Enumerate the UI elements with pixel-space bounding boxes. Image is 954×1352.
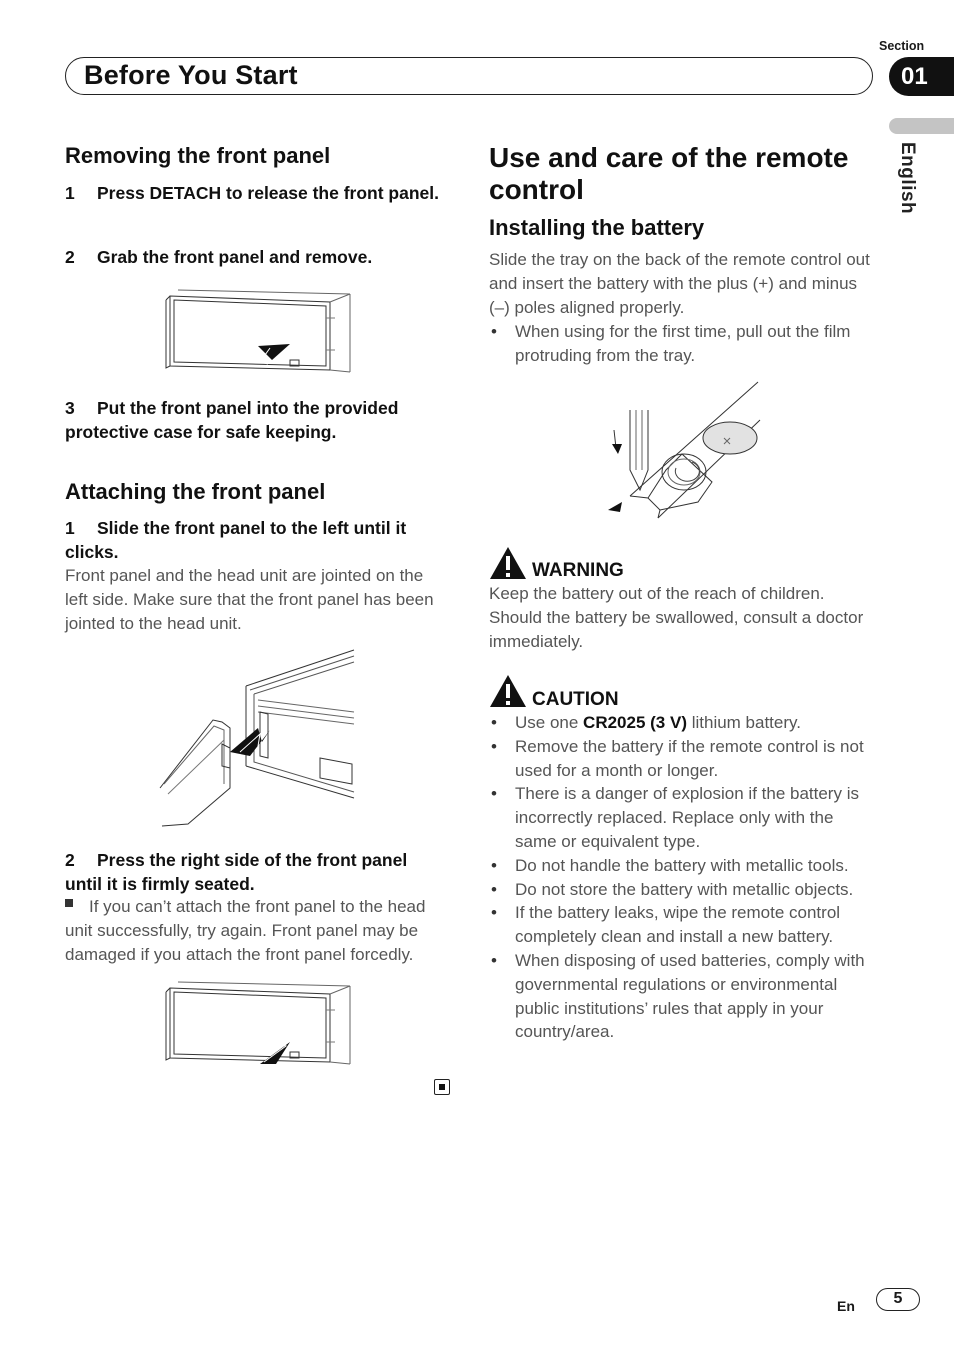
- warning-icon: [489, 546, 527, 580]
- note-text: If you can’t attach the front panel to the head unit successfully, try again. Front panel may be damaged if you attach the front panel forcedly.: [65, 897, 426, 964]
- removing-step-3: [65, 396, 445, 444]
- attaching-step-1-body: Front panel and the head unit are jointed on the left side. Make sure that the front panel has been jointed to the head unit.: [65, 566, 434, 633]
- front-panel-attach-illustration: [158, 648, 358, 828]
- step-text: Press DETACH to release the front panel.: [97, 183, 439, 203]
- removing-step-2: [65, 245, 445, 269]
- attaching-note: [65, 895, 445, 966]
- footer-language-code: En: [837, 1298, 855, 1314]
- front-panel-removal-illustration: [160, 288, 355, 378]
- caution-item: • If the battery leaks, wipe the remote control completely clean and install a new battery.: [489, 901, 879, 949]
- caution-title: CAUTION: [532, 689, 619, 710]
- front-panel-press-illustration: [160, 980, 355, 1070]
- step-number: 2: [65, 247, 75, 267]
- remote-care-heading: Use and care of the remote control: [489, 142, 849, 205]
- warning-title: WARNING: [532, 560, 624, 581]
- battery-intro: Slide the tray on the back of the remote control out and insert the battery with the plus (+) and minus (–) poles aligned properly.: [489, 250, 870, 317]
- square-bullet-icon: [65, 899, 73, 907]
- caution-icon: [489, 674, 527, 708]
- step-text: Grab the front panel and remove.: [97, 247, 373, 267]
- step-text: Press the right side of the front panel until it is firmly seated.: [65, 850, 408, 894]
- installing-battery-heading: Installing the battery: [489, 215, 705, 240]
- removing-step-1: [65, 181, 445, 205]
- step-number: 2: [65, 850, 75, 870]
- battery-tray-illustration: [600, 378, 765, 523]
- caution-item: • Do not store the battery with metallic objects.: [489, 878, 879, 902]
- caution-item: • There is a danger of explosion if the battery is incorrectly replaced. Replace only with the same or equivalent type.: [489, 782, 879, 853]
- end-of-section-icon: [434, 1079, 450, 1095]
- attaching-step-1: [65, 516, 445, 564]
- caution-item: • When disposing of used batteries, comply with governmental regulations or environmental public institutions’ rules that apply in your country/area.: [489, 949, 879, 1044]
- section-label: Section: [879, 39, 925, 53]
- step-text: Slide the front panel to the left until it clicks.: [65, 518, 407, 562]
- page-title: Before You Start: [84, 60, 298, 90]
- caution-item: • Use one CR2025 (3 V) lithium battery.: [489, 711, 879, 735]
- step-number: 3: [65, 398, 75, 418]
- battery-intro-bullet: • When using for the first time, pull out the film protruding from the tray.: [489, 320, 877, 368]
- step-number: 1: [65, 183, 75, 203]
- caution-item: • Do not handle the battery with metallic tools.: [489, 854, 879, 878]
- caution-list: [489, 711, 879, 1044]
- page-number: 5: [876, 1288, 920, 1311]
- warning-text: Keep the battery out of the reach of children. Should the battery be swallowed, consult a doctor immediately.: [489, 584, 864, 651]
- battery-type: CR2025 (3 V): [583, 713, 687, 732]
- language-tab-marker: [889, 118, 954, 134]
- step-number: 1: [65, 518, 75, 538]
- caution-item: • Remove the battery if the remote control is not used for a month or longer.: [489, 735, 879, 783]
- language-tab-label: English: [897, 142, 918, 215]
- section-number-badge: 01: [889, 57, 954, 96]
- attaching-heading: Attaching the front panel: [65, 479, 326, 504]
- removing-heading: Removing the front panel: [65, 143, 331, 168]
- step-text: Put the front panel into the provided protective case for safe keeping.: [65, 398, 399, 442]
- attaching-step-2: [65, 848, 445, 896]
